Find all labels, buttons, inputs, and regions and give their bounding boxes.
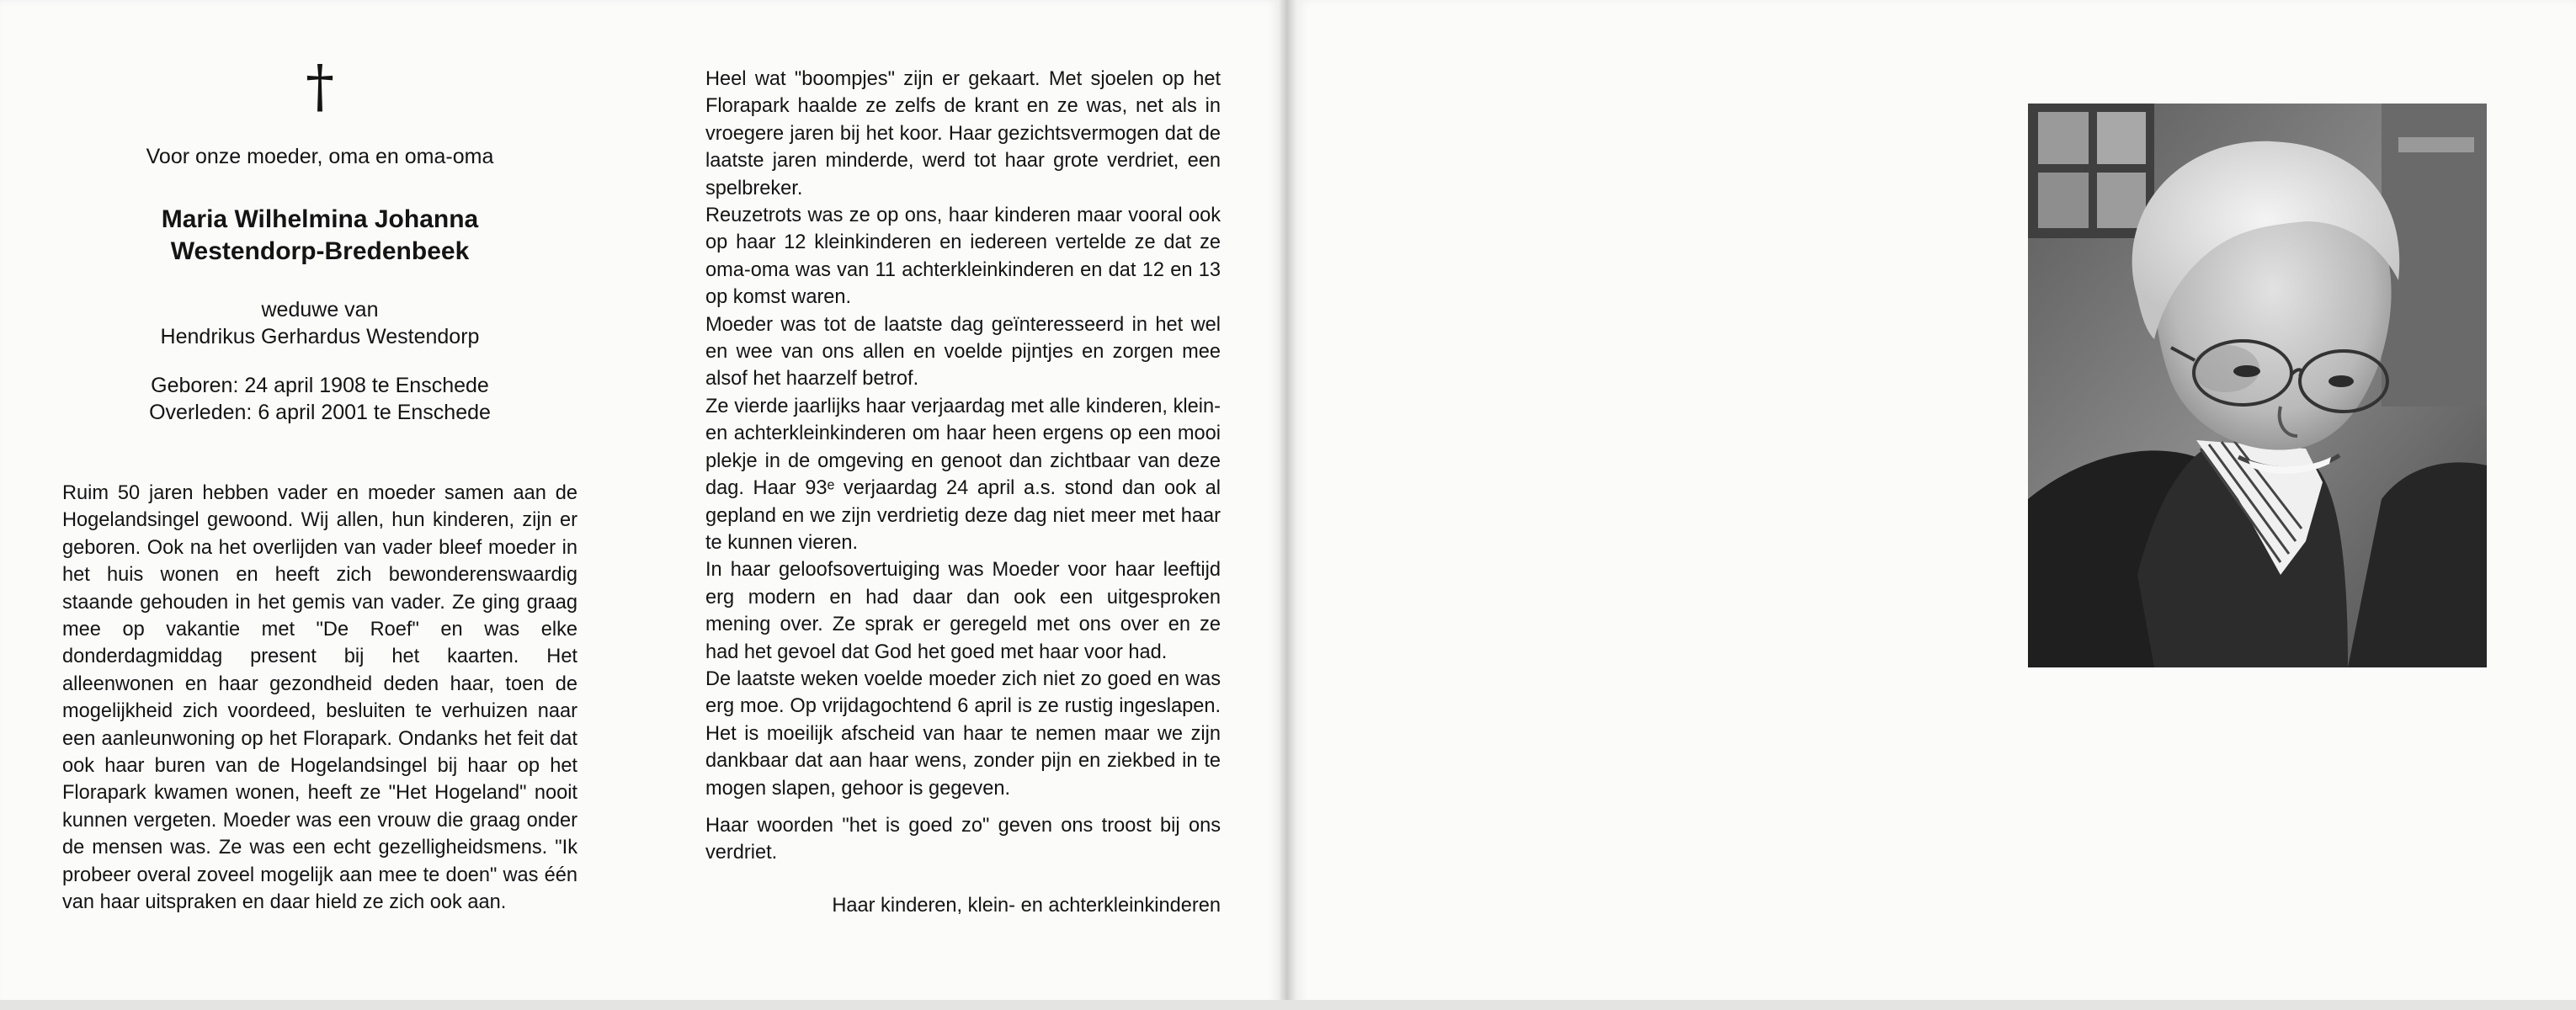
biography-paragraph: De laatste weken voelde moeder zich niet zo goed en was erg moe. Op vrijdagochtend 6 april is ze rustig ingeslapen. Het is moeilijk afscheid van haar te nemen maar we zijn dankbaar dat aan haar wens, zonder pijn en ziekbed in te mogen slapen, gehoor is gegeven. [705,667,1221,800]
portrait-photo-drawing [2028,104,2487,667]
biography-paragraph-left: Ruim 50 jaren hebben vader en moeder samen aan de Hogelandsingel gewoond. Wij allen, hun kinderen, zijn er geboren. Ook na het overlijden van vader bleef moeder in het huis wonen en heeft zich bewonderenswaardig staande gehouden in het gemis van vader. Ze ging graag mee op vakantie met "De Roef" en was elke donderdagmiddag present bij het kaarten. Het alleenwonen en haar gezondheid deden haar, toen de mogelijkheid zich voordeed, besluiten te verhuizen naar een aanleunwoning op het Florapark. Ondanks het feit dat ook haar buren van de Hogelandsingel bij haar op het Florapark kwamen wonen, heeft ze "Het Hogeland" nooit kunnen vergeten. Moeder was een vrouw die graag onder de mensen was. Ze was een echt gezelligheidsmens. "Ik probeer overal zoveel mogelijk aan mee te doen" was één van haar uitspraken en daar hield ze zich ook aan. [62,482,577,914]
biography-paragraph: Reuzetrots was ze op ons, haar kinderen maar vooral ook op haar 12 kleinkinderen en iedereen vertelde ze dat ze oma-oma was van 11 achterkleinkinderen en dat 12 en 13 op komst waren. [705,205,1221,309]
biography-paragraph: Ze vierde jaarlijks haar verjaardag met alle kinderen, klein- en achterkleinkinderen om haar heen ergens op een mooi plekje in de omgeving en genoot dan zichtbaar van deze dag. Haar 93ᵉ verjaardag 24 april a.s. stond dan ook al gepland en we zijn verdrietig deze dag niet meer met haar te kunnen vieren. [705,395,1221,554]
biography-paragraph: Haar woorden "het is goed zo" geven ons troost bij ons verdriet. [705,814,1221,864]
card-fold [1280,0,1296,1010]
portrait-photo [2028,104,2487,667]
header-block [62,54,577,426]
deceased-name-line2: Westendorp-Bredenbeek [170,237,470,265]
card-bottom-edge [0,1000,2576,1010]
biography-paragraph: Moeder was tot de laatste dag geïnteresseerd in het wel en wee van ons allen en voelde pijntjes en zorgen mee alsof het haarzelf betrof. [705,313,1221,391]
birth-date: Geboren: 24 april 1908 te Enschede [151,374,489,397]
cross-icon: † [306,54,334,120]
spouse-name: Hendrikus Gerhardus Westendorp [160,325,480,348]
biography-paragraph: Heel wat "boompjes" zijn er gekaart. Met sjoelen op het Florapark haalde ze zelfs de krant en ze was, net als in vroegere jaren bij het koor. Haar gezichtsvermogen dat de laatste jaren minderde, werd tot haar grote verdriet, een spelbreker. [705,68,1221,199]
death-date: Overleden: 6 april 2001 te Enschede [149,401,491,424]
deceased-name-line1: Maria Wilhelmina Johanna [161,205,479,233]
widow-label: weduwe van [261,298,379,322]
dedication: Voor onze moeder, oma en oma-oma [146,145,494,168]
biography-paragraph: In haar geloofsovertuiging was Moeder voor haar leeftijd erg modern en had daar dan ook een uitgesproken mening over. Ze sprak er geregeld met ons over en ze had het gevoel dat God het goed met haar voor had. [705,559,1221,663]
biography-column-right [705,66,1221,919]
signature: Haar kinderen, klein- en achterkleinkinderen [832,894,1221,917]
